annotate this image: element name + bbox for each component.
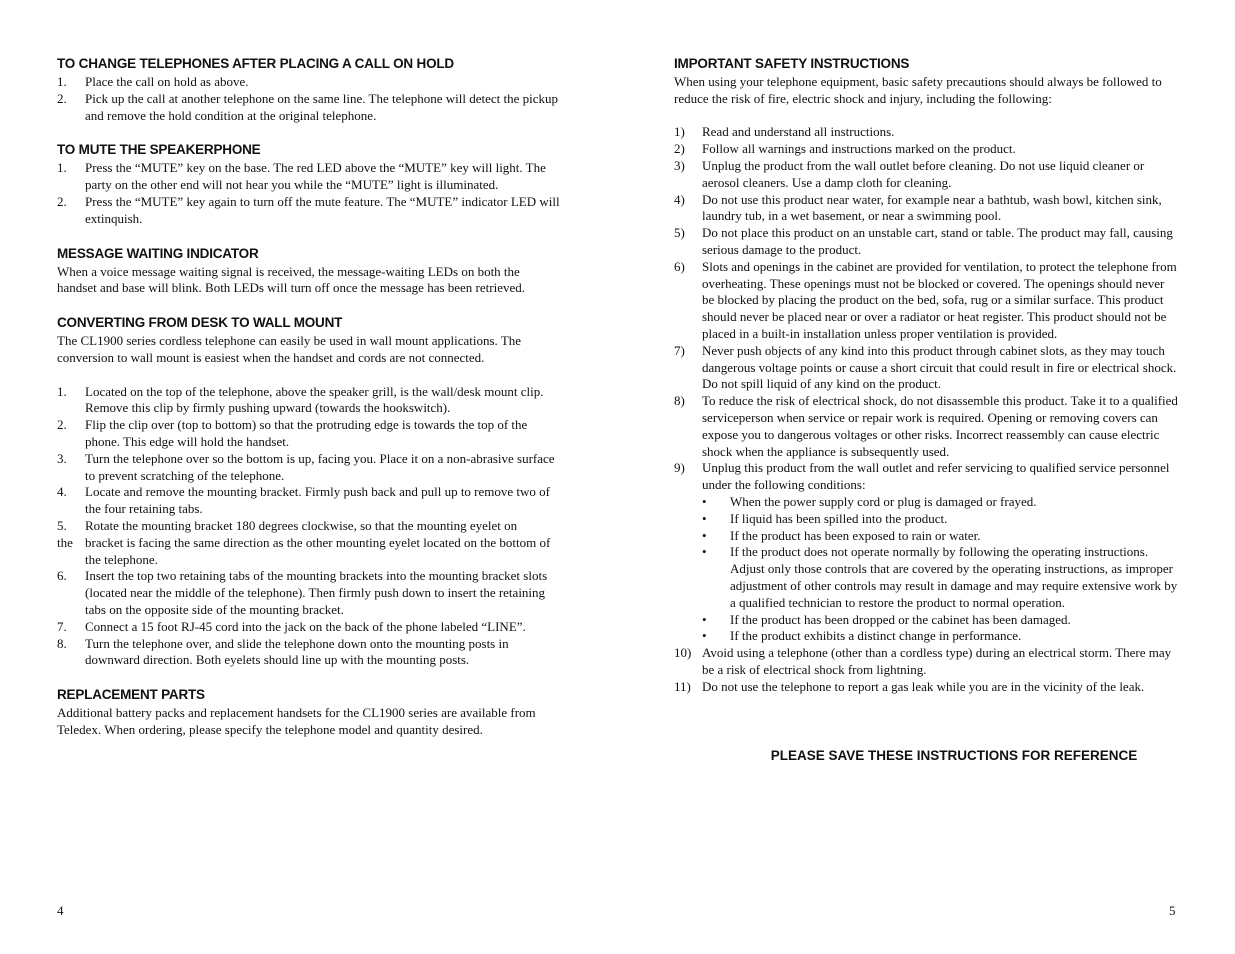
item-number: 7) — [674, 342, 685, 358]
numbered-list — [57, 160, 562, 227]
section-wall-mount — [57, 314, 562, 669]
list-item — [57, 160, 562, 194]
item-number: 11) — [674, 678, 691, 694]
list-item — [57, 619, 562, 636]
item-number: 4. — [57, 484, 67, 500]
bullet-icon: • — [702, 611, 707, 627]
page-number-right: 5 — [1169, 903, 1176, 918]
condition-bullets — [702, 494, 1179, 645]
item-number: 3) — [674, 157, 685, 173]
item-number: the — [57, 534, 73, 550]
list-item — [57, 417, 562, 451]
section-replacement-parts — [57, 686, 562, 739]
list-item — [57, 484, 562, 518]
item-text: Flip the clip over (top to bottom) so that the protruding edge is towards the top of the phone. This edge will hold the handset. — [85, 417, 528, 449]
bullet-icon: • — [702, 493, 707, 509]
list-item — [674, 343, 1179, 393]
bullet-item — [702, 494, 1179, 511]
bullet-text: If the product exhibits a distinct change in performance. — [730, 628, 1022, 644]
item-text: Connect a 15 foot RJ-45 cord into the jack on the back of the phone labeled “LINE”. — [85, 618, 526, 634]
item-text: Insert the top two retaining tabs of the mounting brackets into the mounting bracket slots (located near the middle of the telephone). Then firmly push down to insert the retaining tabs on the opposite side of the mounting bracket. — [85, 568, 548, 617]
list-item — [57, 194, 562, 228]
item-number: 10) — [674, 645, 692, 661]
item-number: 6. — [57, 568, 67, 584]
list-item — [674, 192, 1179, 226]
item-number: 4) — [674, 191, 685, 207]
item-text: Place the call on hold as above. — [85, 74, 249, 89]
item-text: Turn the telephone over so the bottom is up, facing you. Place it on a non-abrasive surface to prevent scratching of the telephone. — [85, 450, 555, 483]
item-number: 2) — [674, 141, 685, 157]
list-item — [674, 645, 1179, 679]
item-number: 6) — [674, 258, 685, 274]
bullet-text: If liquid has been spilled into the product. — [730, 510, 948, 526]
item-number: 2. — [57, 193, 67, 209]
section-heading: CONVERTING FROM DESK TO WALL MOUNT — [57, 315, 343, 331]
bullet-icon: • — [702, 527, 707, 543]
bullet-text: If the product does not operate normally by following the operating instructions. Adjust only those controls that are covered by the operating instructions, as improper adjustment of other controls may result in damage and may require extensive work by a qualified technician to restore the product to normal operation. — [730, 544, 1178, 610]
section-paragraph: When a voice message waiting signal is received, the message-waiting LEDs on both the handset and base will blink. Both LEDs will turn off once the message has been retrieved. — [57, 263, 525, 296]
list-item — [57, 451, 562, 485]
section-paragraph: The CL1900 series cordless telephone can easily be used in wall mount applications. The conversion to wall mount is easiest when the handset and cords are not connected. — [57, 333, 522, 365]
closing-note: PLEASE SAVE THESE INSTRUCTIONS FOR REFERENCE — [770, 748, 1138, 763]
item-text: Read and understand all instructions. — [702, 124, 895, 140]
list-item — [57, 636, 562, 670]
item-number: 9) — [674, 460, 685, 476]
bullet-text: When the power supply cord or plug is damaged or frayed. — [730, 493, 1037, 509]
numbered-list — [57, 384, 562, 670]
item-number: 1. — [57, 383, 67, 399]
bullet-item — [702, 528, 1179, 545]
item-text: Rotate the mounting bracket 180 degrees clockwise, so that the mounting eyelet on — [85, 517, 518, 533]
list-item — [57, 384, 562, 418]
item-number: 1) — [674, 124, 685, 140]
item-text: Unplug this product from the wall outlet and refer servicing to qualified service personnel under the following conditions: — [702, 460, 1170, 493]
item-number: 8) — [674, 393, 685, 409]
list-item — [57, 74, 562, 91]
list-item — [674, 158, 1179, 192]
item-text: Press the “MUTE” key again to turn off the mute feature. The “MUTE” indicator LED will extinquish. — [85, 193, 560, 226]
section-heading: MESSAGE WAITING INDICATOR — [57, 245, 259, 261]
item-text: To reduce the risk of electrical shock, do not disassemble this product. Take it to a qualified serviceperson when service or repair work is required. Opening or removing covers can expose you to dangerous voltages or other risks. Incorrect reassembly can cause electric shock when the appliance is subsequently used. — [702, 393, 1178, 459]
safety-list — [674, 124, 1179, 695]
list-item — [674, 679, 1179, 696]
section-heading: REPLACEMENT PARTS — [57, 687, 205, 703]
section-heading: TO MUTE THE SPEAKERPHONE — [57, 142, 261, 158]
list-item — [57, 568, 562, 618]
item-text: Never push objects of any kind into this product through cabinet slots, as they may touch dangerous voltage points or cause a short circuit that could result in fire or electrical shock. Do not spill liquid of any kind on the product. — [702, 342, 1177, 392]
bullet-item — [702, 612, 1179, 629]
item-text: Turn the telephone over, and slide the telephone down onto the mounting posts in downward direction. Both eyelets should line up with the mounting posts. — [85, 635, 509, 668]
item-text: Pick up the call at another telephone on the same line. The telephone will detect the pickup and remove the hold condition at the original telephone. — [85, 90, 559, 123]
item-text: Locate and remove the mounting bracket. Firmly push back and pull up to remove two of the four retaining tabs. — [85, 484, 550, 517]
page-number-left: 4 — [57, 903, 64, 918]
item-number: 1. — [57, 160, 67, 176]
list-item — [674, 141, 1179, 158]
safety-intro: When using your telephone equipment, basic safety precautions should always be followed to reduce the risk of fire, electric shock and injury, including the following: — [674, 74, 1162, 106]
list-item — [674, 259, 1179, 343]
bullet-icon: • — [702, 544, 707, 560]
item-text: Do not use the telephone to report a gas leak while you are in the vicinity of the leak. — [702, 678, 1145, 694]
item-text: Slots and openings in the cabinet are provided for ventilation, to protect the telephone from overheating. These openings must not be blocked or covered. The openings should never be blocked by placing the product on the bed, sofa, rug or a similar surface. This product should never be placed near or over a radiator or heat register. This product should not be placed in a built-in installation unless proper ventilation is provided. — [702, 258, 1177, 341]
numbered-list — [57, 74, 562, 124]
bullet-item — [702, 544, 1179, 611]
list-item — [674, 225, 1179, 259]
item-text: Do not place this product on an unstable cart, stand or table. The product may fall, causing serious damage to the product. — [702, 225, 1173, 257]
section-mute-speakerphone — [57, 141, 562, 227]
item-text: Follow all warnings and instructions marked on the product. — [702, 141, 1016, 157]
item-text: bracket is facing the same direction as the other mounting eyelet located on the bottom of the telephone. — [85, 534, 551, 567]
list-item — [57, 91, 562, 125]
bullet-icon: • — [702, 510, 707, 526]
item-number: 3. — [57, 450, 67, 466]
right-page — [674, 55, 1179, 695]
item-number: 8. — [57, 635, 67, 651]
bullet-text: If the product has been dropped or the cabinet has been damaged. — [730, 611, 1071, 627]
spacer — [674, 108, 1179, 125]
safety-heading: IMPORTANT SAFETY INSTRUCTIONS — [674, 56, 910, 71]
item-number: 2. — [57, 90, 67, 106]
bullet-item — [702, 628, 1179, 645]
item-number: 5) — [674, 225, 685, 241]
item-text: Avoid using a telephone (other than a cordless type) during an electrical storm. There may be a risk of electrical shock from lightning. — [702, 645, 1172, 677]
list-item — [57, 518, 562, 535]
list-item — [674, 393, 1179, 460]
left-page — [57, 55, 562, 756]
item-number: 1. — [57, 74, 67, 89]
section-heading: TO CHANGE TELEPHONES AFTER PLACING A CALL ON HOLD — [57, 56, 454, 71]
section-change-telephones — [57, 55, 562, 124]
item-text: Press the “MUTE” key on the base. The red LED above the “MUTE” key will light. The party on the other end will not hear you while the “MUTE” light is illuminated. — [85, 160, 546, 193]
item-number: 7. — [57, 618, 67, 634]
item-number: 2. — [57, 417, 67, 433]
bullet-item — [702, 511, 1179, 528]
list-item — [674, 124, 1179, 141]
bullet-icon: • — [702, 628, 707, 644]
list-item — [57, 535, 562, 569]
list-item — [674, 460, 1179, 645]
spacer — [57, 367, 562, 384]
item-number: 5. — [57, 517, 67, 533]
bullet-text: If the product has been exposed to rain or water. — [730, 527, 981, 543]
section-message-waiting — [57, 245, 562, 298]
item-text: Located on the top of the telephone, above the speaker grill, is the wall/desk mount clip. Remove this clip by firmly pushing upward (towards the hookswitch). — [85, 383, 544, 416]
section-paragraph: Additional battery packs and replacement handsets for the CL1900 series are available from Teledex. When ordering, please specify the telephone model and quantity desired. — [57, 705, 536, 737]
item-text: Do not use this product near water, for example near a bathtub, wash bowl, kitchen sink, laundry tub, in a wet basement, or near a swimming pool. — [702, 191, 1162, 224]
item-text: Unplug the product from the wall outlet before cleaning. Do not use liquid cleaner or aerosol cleaners. Use a damp cloth for cleaning. — [702, 157, 1145, 190]
